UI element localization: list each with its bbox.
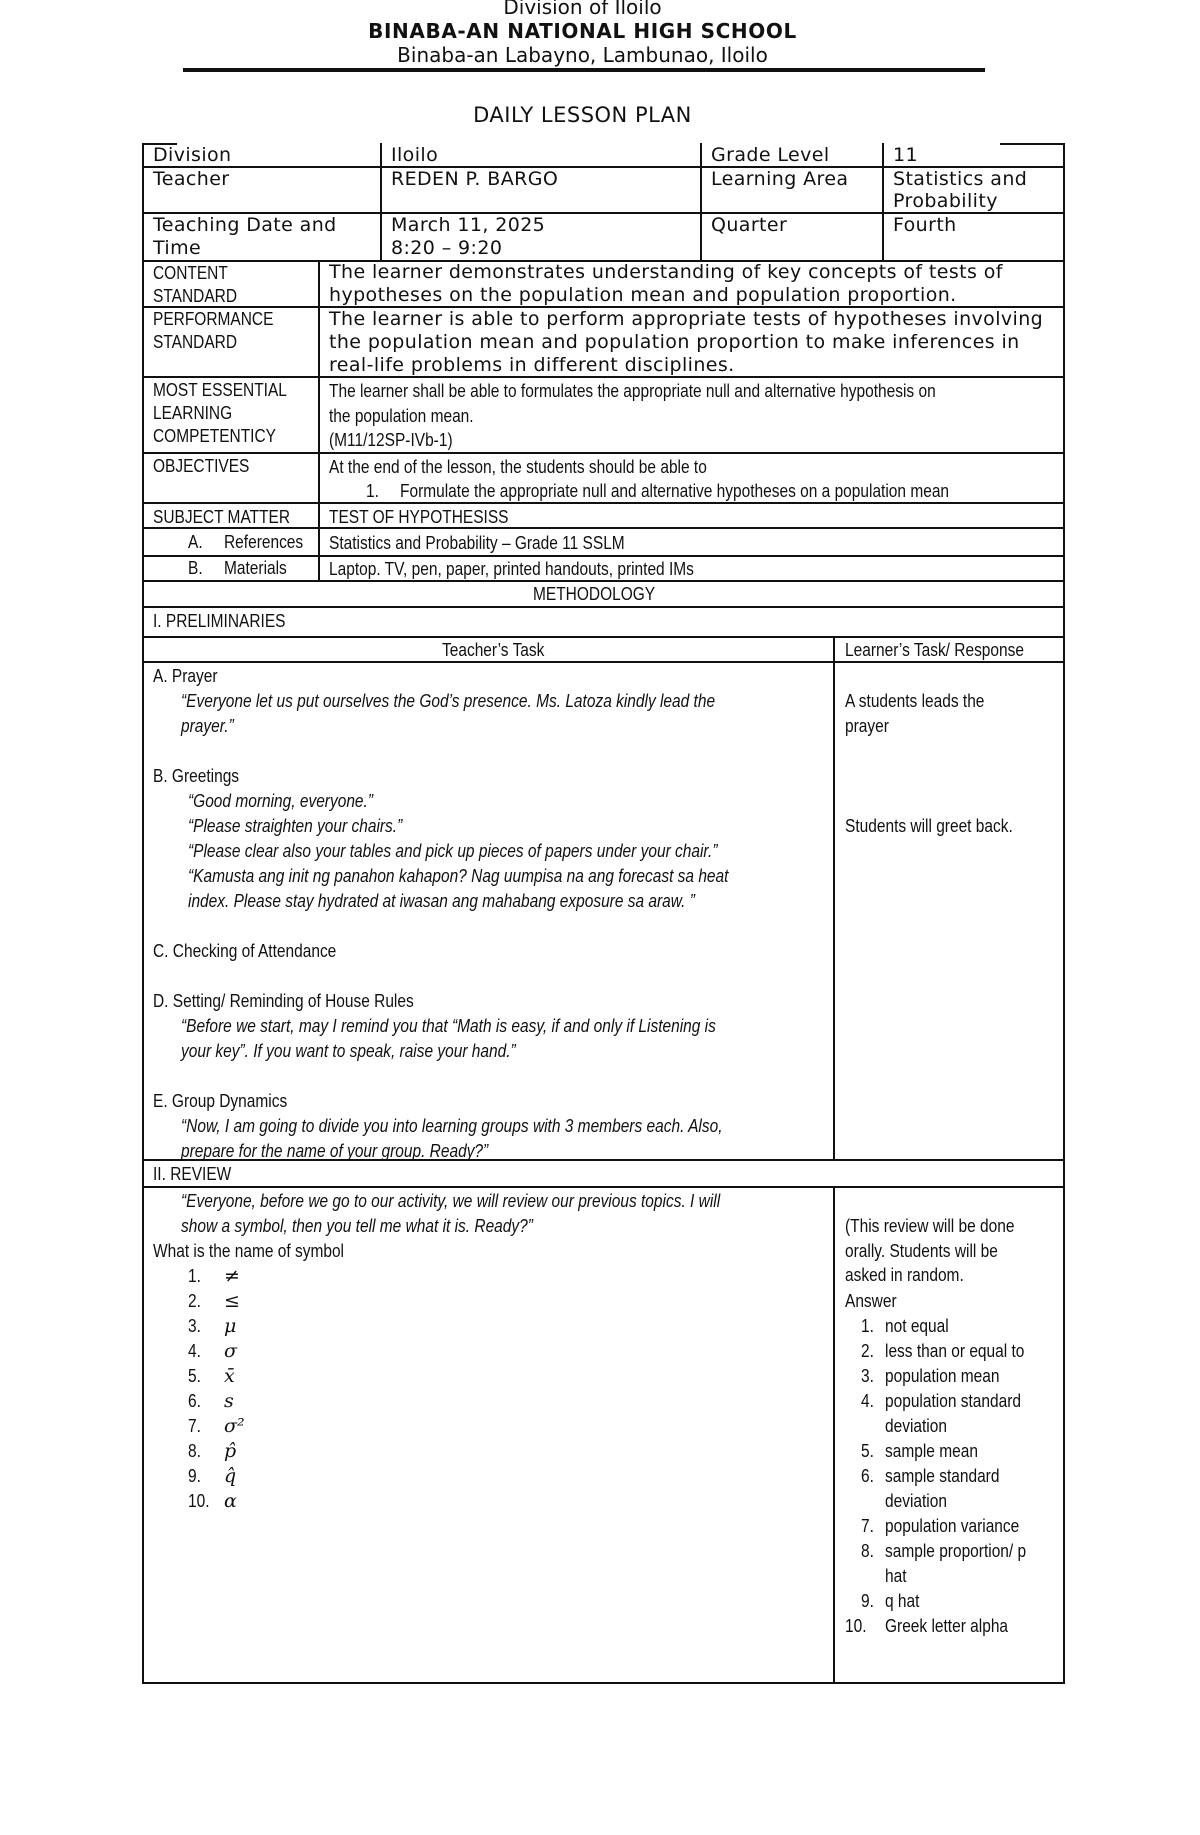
symbol-s: s bbox=[224, 1390, 234, 1412]
learning-area-label: Learning Area bbox=[711, 168, 849, 190]
melc-text-2: the population mean. bbox=[329, 406, 474, 426]
symbol-not-equal: ≠ bbox=[224, 1265, 240, 1287]
date-value: March 11, 2025 bbox=[391, 214, 546, 236]
quarter-label: Quarter bbox=[711, 214, 788, 236]
answer-text: population standard bbox=[885, 1391, 1021, 1411]
melc-label-3: COMPETENTICY bbox=[153, 426, 276, 446]
prayer-response-1: A students leads the bbox=[845, 691, 985, 711]
school-name: BINABA-AN NATIONAL HIGH SCHOOL bbox=[368, 19, 797, 43]
content-standard-text-2: hypotheses on the population mean and population proportion. bbox=[329, 284, 957, 306]
greetings-line-1: “Good morning, everyone.” bbox=[188, 791, 373, 811]
answer-text: q hat bbox=[885, 1591, 920, 1611]
prayer-heading: A. Prayer bbox=[153, 666, 218, 686]
house-rules-line-2: your key”. If you want to speak, raise your hand.” bbox=[181, 1041, 516, 1061]
teacher-task-column: Teacher’s Task bbox=[442, 640, 545, 660]
review-question: What is the name of symbol bbox=[153, 1241, 345, 1261]
symbol-number: 2. bbox=[188, 1291, 201, 1311]
review-line-1: “Everyone, before we go to our activity, we will review our previous topics. I will bbox=[181, 1191, 721, 1211]
answer-number: 9. bbox=[861, 1591, 874, 1611]
answer-text: population mean bbox=[885, 1366, 1000, 1386]
subject-matter-label: SUBJECT MATTER bbox=[153, 507, 291, 527]
answer-number: 10. bbox=[845, 1616, 867, 1636]
materials-value: Laptop. TV, pen, paper, printed handouts, printed IMs bbox=[329, 559, 694, 579]
materials-letter: B. bbox=[188, 558, 203, 578]
performance-standard-label-2: STANDARD bbox=[153, 332, 238, 352]
greetings-line-2: “Please straighten your chairs.” bbox=[188, 816, 403, 836]
answer-text: sample standard bbox=[885, 1466, 1000, 1486]
prayer-line-1: “Everyone let us put ourselves the God’s presence. Ms. Latoza kindly lead the bbox=[181, 691, 716, 711]
answer-text: deviation bbox=[885, 1491, 947, 1511]
school-address: Binaba-an Labayno, Lambunao, Iloilo bbox=[397, 43, 768, 67]
performance-standard-text-2: the population mean and population proportion to make inferences in bbox=[329, 331, 1020, 353]
symbol-sigma: σ bbox=[224, 1340, 237, 1362]
materials-label: Materials bbox=[224, 558, 287, 578]
house-rules-line-1: “Before we start, may I remind you that “Math is easy, if and only if Listening is bbox=[181, 1016, 716, 1036]
header-rule bbox=[183, 68, 985, 72]
answer-number: 7. bbox=[861, 1516, 874, 1536]
quarter-value: Fourth bbox=[893, 214, 957, 236]
objectives-intro: At the end of the lesson, the students should be able to bbox=[329, 457, 707, 477]
references-value: Statistics and Probability – Grade 11 SSLM bbox=[329, 533, 625, 553]
references-label: References bbox=[224, 532, 304, 552]
references-letter: A. bbox=[188, 532, 203, 552]
content-standard-text-1: The learner demonstrates understanding of key concepts of tests of bbox=[329, 261, 1003, 283]
grade-level-label: Grade Level bbox=[711, 144, 830, 166]
attendance-heading: C. Checking of Attendance bbox=[153, 941, 337, 961]
symbol-number: 5. bbox=[188, 1366, 201, 1386]
preliminaries-heading: I. PRELIMINARIES bbox=[153, 611, 286, 631]
house-rules-heading: D. Setting/ Reminding of House Rules bbox=[153, 991, 414, 1011]
greetings-line-3: “Please clear also your tables and pick up pieces of papers under your chair.” bbox=[188, 841, 718, 861]
melc-text-1: The learner shall be able to formulates the appropriate null and alternative hypothesis on bbox=[329, 381, 936, 401]
learner-task-column: Learner’s Task/ Response bbox=[845, 640, 1024, 660]
answer-number: 5. bbox=[861, 1441, 874, 1461]
answer-text: population variance bbox=[885, 1516, 1020, 1536]
greetings-heading: B. Greetings bbox=[153, 766, 240, 786]
review-heading: II. REVIEW bbox=[153, 1164, 232, 1184]
symbol-number: 4. bbox=[188, 1341, 201, 1361]
answer-label: Answer bbox=[845, 1291, 897, 1311]
division-value: Iloilo bbox=[391, 144, 439, 166]
review-response-2: orally. Students will be bbox=[845, 1241, 998, 1261]
date-label-2: Time bbox=[153, 237, 202, 259]
teacher-value: REDEN P. BARGO bbox=[391, 168, 559, 190]
answer-number: 8. bbox=[861, 1541, 874, 1561]
melc-code: (M11/12SP-IVb-1) bbox=[329, 430, 453, 450]
content-standard-label-2: STANDARD bbox=[153, 286, 238, 306]
time-value: 8:20 – 9:20 bbox=[391, 237, 503, 259]
group-dynamics-heading: E. Group Dynamics bbox=[153, 1091, 288, 1111]
symbol-p-hat: p̂ bbox=[224, 1440, 237, 1462]
group-dynamics-line-2: prepare for the name of your group. Ready?” bbox=[181, 1141, 489, 1161]
symbol-sigma-squared: σ² bbox=[224, 1415, 245, 1437]
prayer-line-2: prayer.” bbox=[181, 716, 234, 736]
teacher-label: Teacher bbox=[153, 168, 230, 190]
date-label-1: Teaching Date and bbox=[153, 214, 337, 236]
answer-text: deviation bbox=[885, 1416, 947, 1436]
review-response-1: (This review will be done bbox=[845, 1216, 1015, 1236]
symbol-number: 6. bbox=[188, 1391, 201, 1411]
objectives-label: OBJECTIVES bbox=[153, 456, 250, 476]
subject-matter-value: TEST OF HYPOTHESISS bbox=[329, 507, 509, 527]
greetings-line-4: “Kamusta ang init ng panahon kahapon? Nag uumpisa na ang forecast sa heat bbox=[188, 866, 729, 886]
content-standard-label-1: CONTENT bbox=[153, 263, 228, 283]
performance-standard-text-3: real-life problems in different disciplines. bbox=[329, 354, 735, 376]
symbol-q-hat: q̂ bbox=[224, 1465, 237, 1487]
prayer-response-2: prayer bbox=[845, 716, 889, 736]
answer-text: hat bbox=[885, 1566, 907, 1586]
methodology-heading: METHODOLOGY bbox=[533, 584, 656, 604]
symbol-less-equal: ≤ bbox=[224, 1290, 240, 1312]
symbol-number: 7. bbox=[188, 1416, 201, 1436]
symbol-x-bar: x̄ bbox=[224, 1365, 235, 1387]
learning-area-value-2: Probability bbox=[893, 190, 998, 212]
division-line: Division of Iloilo bbox=[503, 0, 662, 19]
answer-number: 1. bbox=[861, 1316, 874, 1336]
objective-1: Formulate the appropriate null and alternative hypotheses on a population mean bbox=[400, 481, 950, 501]
melc-label-2: LEARNING bbox=[153, 403, 233, 423]
division-label: Division bbox=[153, 144, 232, 166]
symbol-mu: μ bbox=[224, 1315, 237, 1337]
melc-label-1: MOST ESSENTIAL bbox=[153, 380, 287, 400]
symbol-number: 3. bbox=[188, 1316, 201, 1336]
symbol-number: 1. bbox=[188, 1266, 201, 1286]
learning-area-value-1: Statistics and bbox=[893, 168, 1028, 190]
greetings-response: Students will greet back. bbox=[845, 816, 1013, 836]
symbol-alpha: α bbox=[224, 1490, 237, 1512]
symbol-number: 8. bbox=[188, 1441, 201, 1461]
symbol-number: 10. bbox=[188, 1491, 210, 1511]
answer-text: Greek letter alpha bbox=[885, 1616, 1009, 1636]
answer-text: sample proportion/ p bbox=[885, 1541, 1027, 1561]
answer-number: 3. bbox=[861, 1366, 874, 1386]
answer-text: sample mean bbox=[885, 1441, 978, 1461]
review-line-2: show a symbol, then you tell me what it is. Ready?” bbox=[181, 1216, 533, 1236]
greetings-line-5: index. Please stay hydrated at iwasan ang mahabang exposure sa araw. ” bbox=[188, 891, 695, 911]
page-title: DAILY LESSON PLAN bbox=[473, 103, 692, 127]
symbol-number: 9. bbox=[188, 1466, 201, 1486]
answer-number: 4. bbox=[861, 1391, 874, 1411]
grade-level-value: 11 bbox=[893, 144, 918, 166]
review-response-3: asked in random. bbox=[845, 1265, 964, 1285]
answer-text: less than or equal to bbox=[885, 1341, 1025, 1361]
objective-number: 1. bbox=[366, 481, 379, 501]
group-dynamics-line-1: “Now, I am going to divide you into learning groups with 3 members each. Also, bbox=[181, 1116, 723, 1136]
performance-standard-text-1: The learner is able to perform appropriate tests of hypotheses involving bbox=[329, 308, 1044, 330]
answer-number: 6. bbox=[861, 1466, 874, 1486]
answer-text: not equal bbox=[885, 1316, 949, 1336]
answer-number: 2. bbox=[861, 1341, 874, 1361]
performance-standard-label-1: PERFORMANCE bbox=[153, 309, 274, 329]
